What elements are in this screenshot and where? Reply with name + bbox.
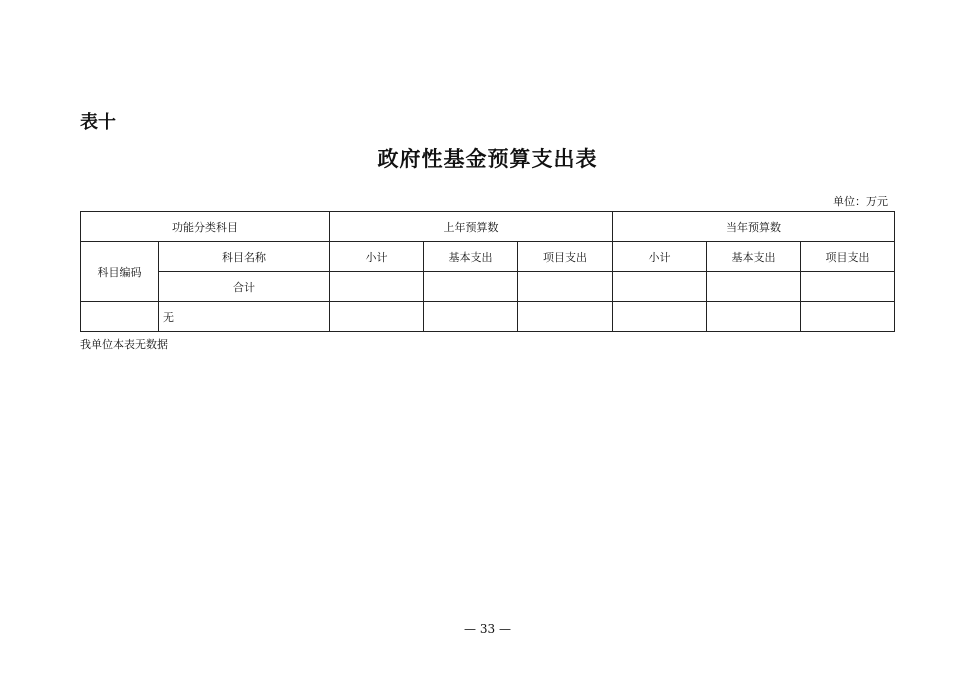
header-prior-basic: 基本支出 — [424, 242, 518, 272]
table-cell — [613, 272, 707, 302]
table-cell — [424, 302, 518, 332]
table-row — [81, 302, 895, 332]
total-label: 合计 — [159, 272, 330, 302]
header-row-1 — [81, 212, 895, 242]
table-cell — [330, 272, 424, 302]
table-cell — [613, 302, 707, 332]
table-cell — [707, 272, 801, 302]
total-row — [81, 272, 895, 302]
header-row-2 — [81, 242, 895, 272]
footnote: 我单位本表无数据 — [80, 338, 168, 351]
header-subject-code: 科目编码 — [81, 242, 159, 302]
header-current-year-budget: 当年预算数 — [613, 212, 895, 242]
page-number: — 33 — — [464, 622, 511, 636]
header-functional-category: 功能分类科目 — [81, 212, 330, 242]
row-name: 无 — [159, 302, 330, 332]
table-cell — [330, 302, 424, 332]
header-current-subtotal: 小计 — [613, 242, 707, 272]
table-cell — [518, 302, 613, 332]
table-cell — [707, 302, 801, 332]
table-cell — [424, 272, 518, 302]
document-title: 政府性基金预算支出表 — [377, 146, 598, 171]
unit-label: 单位：万元 — [833, 195, 888, 208]
header-current-project: 项目支出 — [801, 242, 895, 272]
row-code — [81, 302, 159, 332]
header-prior-project: 项目支出 — [518, 242, 613, 272]
table-cell — [801, 272, 895, 302]
header-prior-year-budget: 上年预算数 — [330, 212, 613, 242]
header-subject-name: 科目名称 — [159, 242, 330, 272]
table-number-label: 表十 — [80, 112, 116, 133]
table-cell — [518, 272, 613, 302]
table-cell — [801, 302, 895, 332]
budget-table — [80, 211, 895, 332]
header-current-basic: 基本支出 — [707, 242, 801, 272]
header-prior-subtotal: 小计 — [330, 242, 424, 272]
